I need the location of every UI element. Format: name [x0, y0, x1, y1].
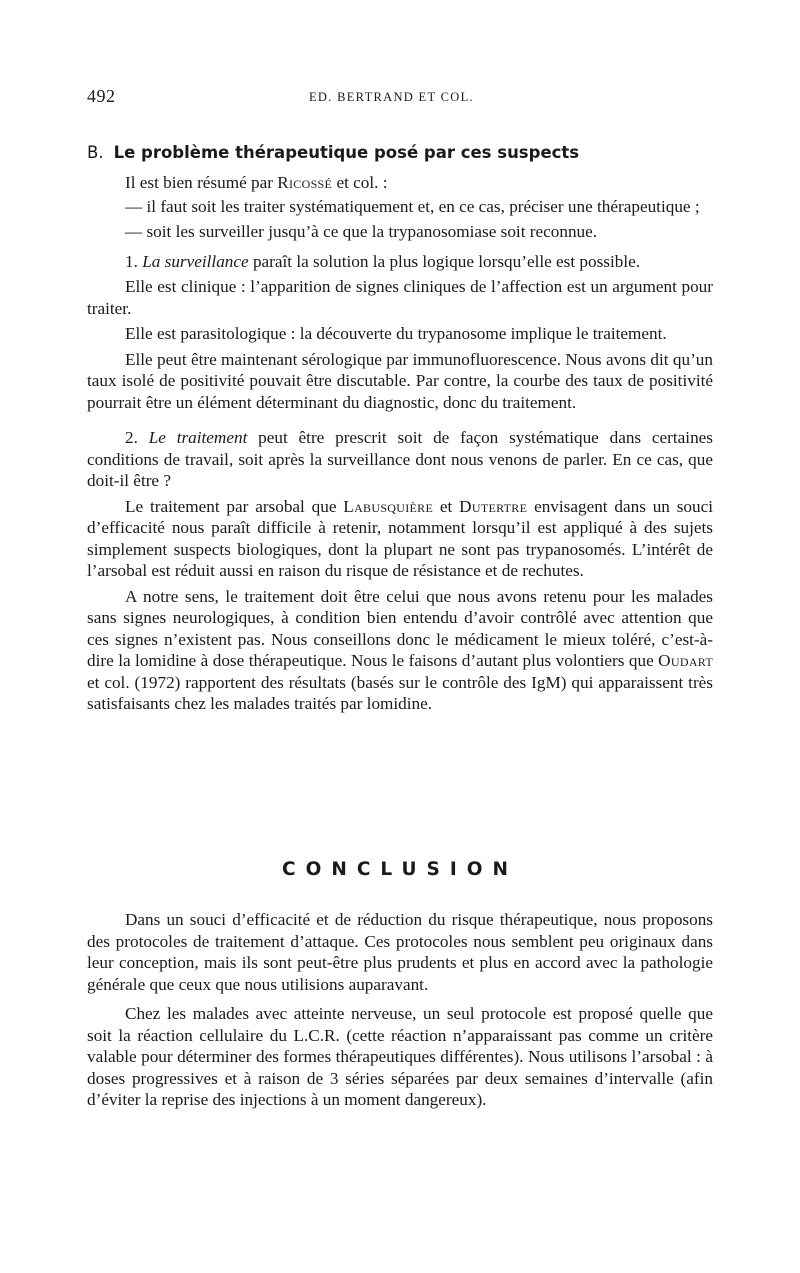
paragraph-text: paraît la solution la plus logique lorsqu’elle est possible. — [248, 251, 641, 271]
paragraph-parasitologique: Elle est parasitologique : la découverte du trypanosome implique le traitement. — [125, 324, 667, 343]
paragraph-traitement — [87, 427, 713, 492]
conclusion-heading: CONCLUSION — [282, 859, 518, 880]
item-number-1: 1. — [125, 251, 138, 271]
section-heading — [87, 143, 579, 162]
dash-item-1: — il faut soit les traiter systématiquement et, en ce cas, préciser une thérapeutique ; — [125, 196, 700, 216]
term-surveillance: La surveillance — [142, 251, 249, 271]
conclusion-paragraph-2: Chez les malades avec atteinte nerveuse, un seul protocole est proposé quelle que soit la réaction cellulaire du L.C.R. (cette réaction n’apparaissant pas comme un critère valable pour déterminer des formes thérapeutiques différentes). Nous utilisons l’arsobal : à doses progressives et à raison de 3 séries séparées par deux semaines d’intervalle (afin d’éviter la reprise des injections à un moment dangereux). — [87, 1004, 713, 1109]
page-header — [87, 86, 713, 112]
paragraph-serologique: Elle peut être maintenant sérologique par immunofluorescence. Nous avons dit qu’un taux isolé de positivité pouvait être discutable. Par contre, la courbe des taux de positivité pourrait être un élément déterminant du diagnostic, donc du traitement. — [87, 349, 713, 412]
dash-item-2: — soit les surveiller jusqu’à ce que la trypanosomiase soit reconnue. — [125, 222, 598, 241]
paragraph-text: et col. (1972) rapportent des résultats (basés sur le contrôle des IgM) qui apparaissent très satisfaisants chez les malades traités par lomidine. — [87, 672, 713, 713]
paragraph-text: peut être prescrit soit de façon systématique dans certaines conditions de travail, soit après la surveillance dont nous venons de parler. En ce cas, que doit-il être ? — [87, 428, 713, 490]
intro-text: Il est bien résumé par — [125, 173, 278, 192]
paragraph-notre-sens — [87, 586, 713, 715]
term-traitement: Le traitement — [148, 428, 248, 447]
paragraph-text: A notre sens, le traitement doit être celui que nous avons retenu pour les malades sans signes neurologiques, à condition bien entendu d’avoir contrôlé avec attention que ces signes n’existent pas. Nous conseillons donc le médicament le mieux toléré, c’est-à-dire la lomidine à dose thérapeutique. Nous le faisons d’autant plus volontiers que — [87, 586, 713, 670]
intro-text-end: et col. : — [332, 173, 388, 192]
section-body — [87, 172, 713, 719]
paragraph-text: envisagent dans un souci d’efficacité nous paraît difficile à retenir, notamment lorsqu’il est appliqué à des sujets simplement suspects biologiques, dont la plupart ne sont pas trypanosomés. L’intérêt de l’arsobal est réduit aussi en raison du risque de résistance et de rechutes. — [87, 496, 713, 580]
running-head: ED. BERTRAND ET COL. — [309, 90, 474, 104]
conclusion-body — [87, 909, 713, 1115]
author-oudart: Oudart — [658, 651, 713, 670]
paragraph-text: Le traitement par arsobal que — [125, 496, 344, 516]
author-labusquiere: Labusquière — [343, 496, 434, 516]
author-ricosse: Ricossé — [277, 173, 333, 192]
author-dutertre: Dutertre — [459, 496, 528, 516]
page-number: 492 — [87, 86, 116, 106]
item-number-2: 2. — [125, 428, 138, 447]
paragraph-text: et — [433, 496, 460, 516]
intro-paragraph — [87, 172, 713, 194]
section-label: B. — [87, 143, 104, 162]
paragraph-arsobal — [87, 496, 713, 582]
paragraph-clinique: Elle est clinique : l’apparition de signes cliniques de l’affection est un argument pour traiter. — [87, 277, 713, 318]
conclusion-paragraph-1: Dans un souci d’efficacité et de réduction du risque thérapeutique, nous proposons des protocoles de traitement d’attaque. Ces protocoles nous semblent peu originaux dans leur conception, mais ils sont peut-être plus prudents et plus en accord avec la pathologie générale que ceux que nous utilisions auparavant. — [87, 910, 713, 994]
paragraph-surveillance — [87, 251, 713, 273]
section-title: Le problème thérapeutique posé par ces suspects — [113, 143, 580, 162]
